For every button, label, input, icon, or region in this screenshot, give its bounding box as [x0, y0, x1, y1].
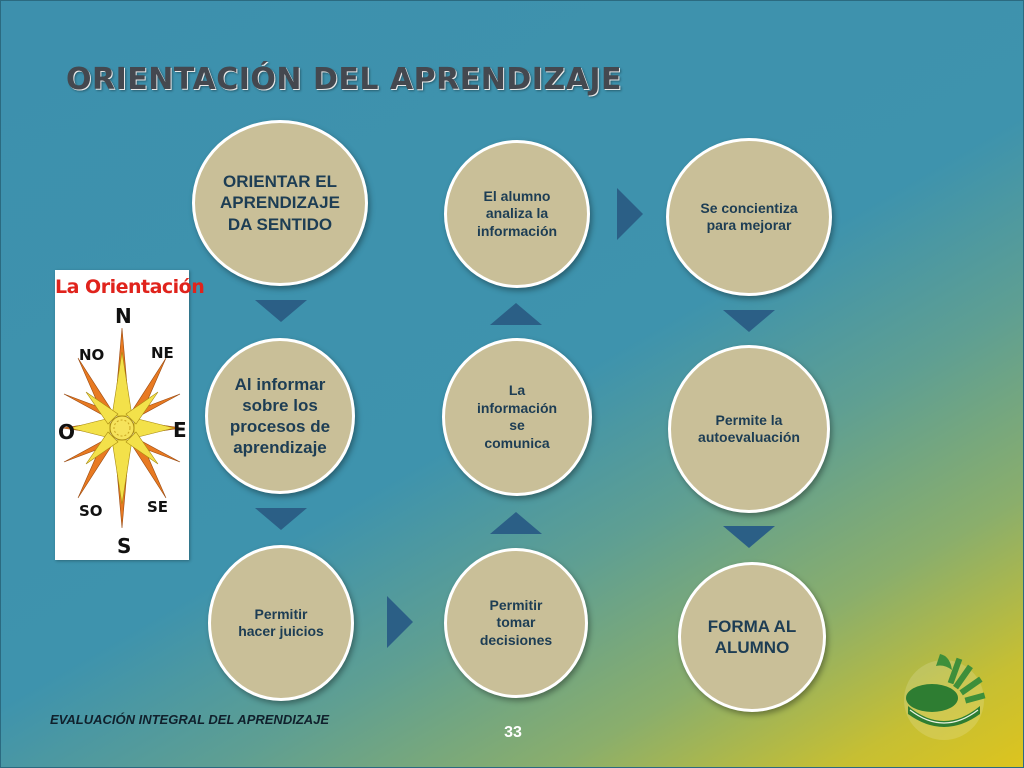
node-orientar [192, 120, 368, 286]
compass-o: O [58, 420, 76, 444]
node-orientar-text: ORIENTAR EL APRENDIZAJE DA SENTIDO [220, 172, 340, 234]
compass-n: N [115, 304, 132, 328]
compass-title: La Orientación [55, 276, 205, 298]
node-concientiza [666, 138, 832, 296]
compass-se: SE [147, 498, 169, 516]
arrow-down-3 [723, 310, 775, 332]
institution-logo-icon [896, 648, 992, 744]
page-number: 33 [504, 724, 522, 741]
node-informar-text: Al informar sobre los procesos de aprendizaje [229, 374, 331, 458]
arrow-down-2 [255, 508, 307, 530]
arrow-right-1 [387, 596, 413, 648]
arrow-right-2 [617, 188, 643, 240]
node-juicios-text: Permitir hacer juicios [238, 605, 324, 639]
node-decisiones [444, 548, 588, 698]
arrow-up-1 [490, 512, 542, 534]
slide-title: ORIENTACIÓN DEL APRENDIZAJE [66, 62, 623, 97]
node-decisiones-text: Permitir tomar decisiones [479, 596, 553, 648]
compass-image [55, 270, 205, 560]
node-juicios [208, 545, 354, 701]
node-analiza [444, 140, 590, 288]
compass-s: S [117, 534, 132, 558]
compass-e: E [173, 418, 187, 442]
compass-ne: NE [151, 344, 174, 362]
arrow-up-2 [490, 303, 542, 325]
node-informar [205, 338, 355, 494]
node-autoevaluacion-text: Permite la autoevaluación [698, 411, 800, 445]
node-comunica [442, 338, 592, 496]
node-forma [678, 562, 826, 712]
node-autoevaluacion [668, 345, 830, 513]
node-concientiza-text: Se concientiza para mejorar [700, 199, 798, 233]
node-analiza-text: El alumno analiza la información [476, 187, 558, 239]
footer-text: EVALUACIÓN INTEGRAL DEL APRENDIZAJE [50, 712, 330, 727]
node-comunica-text: La información se comunica [476, 382, 558, 451]
compass-so: SO [79, 502, 103, 520]
node-forma-text: FORMA AL ALUMNO [707, 616, 797, 657]
arrow-down-1 [255, 300, 307, 322]
arrow-down-4 [723, 526, 775, 548]
compass-no: NO [79, 346, 105, 364]
